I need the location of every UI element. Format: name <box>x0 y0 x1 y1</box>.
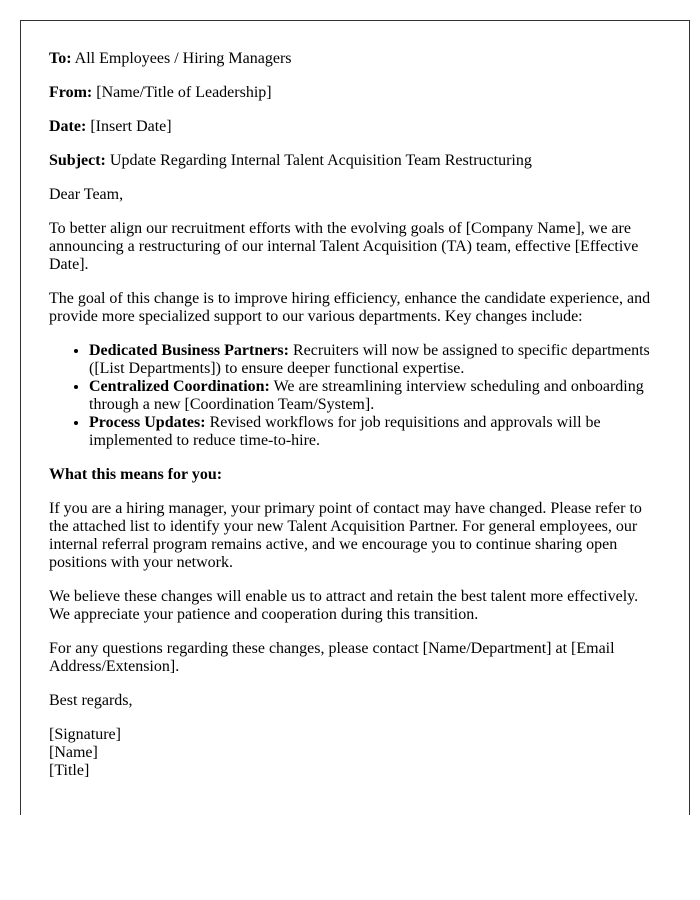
contact-paragraph: For any questions regarding these changes, please contact [Name/Department] at [Email Address/Extension]. <box>49 640 615 675</box>
date-label: Date: <box>49 118 87 135</box>
list-item <box>89 378 660 414</box>
means-for-you-paragraph: If you are a hiring manager, your primary point of contact may have changed. Please refer to the attached list to identify your new Talent Acquisition Partner. For general employees, our internal referral program remains active, and we encourage you to continue sharing open positions with your network. <box>49 500 642 571</box>
letter-document <box>20 20 690 815</box>
belief-paragraph: We believe these changes will enable us to attract and retain the best talent more effectively. We appreciate your patience and cooperation during this transition. <box>49 588 639 623</box>
closing: Best regards, <box>49 692 133 709</box>
to-label: To: <box>49 50 72 67</box>
section-heading <box>49 466 660 484</box>
to-line <box>49 50 660 68</box>
key-changes-list <box>49 342 660 450</box>
change-text: Revised workflows for job requisitions and approvals will be implemented to reduce time-to-hire. <box>89 414 601 449</box>
list-item <box>89 342 660 378</box>
change-text: We are streamlining interview scheduling and onboarding through a new [Coordination Team/System]. <box>89 378 644 413</box>
to-value: All Employees / Hiring Managers <box>74 50 292 67</box>
date-value: [Insert Date] <box>90 118 172 135</box>
signer-name: [Name] <box>49 744 98 761</box>
intro-paragraph: To better align our recruitment efforts with the evolving goals of [Company Name], we are announcing a restructuring of our internal Talent Acquisition (TA) team, effective [Effective Date]. <box>49 220 639 273</box>
goal-paragraph: The goal of this change is to improve hiring efficiency, enhance the candidate experience, and provide more specialized support to our various departments. Key changes include: <box>49 290 651 325</box>
subject-label: Subject: <box>49 152 106 169</box>
signature-block <box>49 726 660 780</box>
signer-title: [Title] <box>49 762 90 779</box>
date-line <box>49 118 660 136</box>
signature: [Signature] <box>49 726 121 743</box>
subject-value: Update Regarding Internal Talent Acquisition Team Restructuring <box>109 152 532 169</box>
subject-line <box>49 152 660 170</box>
from-line <box>49 84 660 102</box>
list-item <box>89 414 660 450</box>
change-title: Process Updates: <box>89 414 206 431</box>
change-text: Recruiters will now be assigned to specific departments ([List Departments]) to ensure deeper functional expertise. <box>89 342 650 377</box>
section-heading-text: What this means for you: <box>49 466 223 483</box>
from-value: [Name/Title of Leadership] <box>96 84 272 101</box>
from-label: From: <box>49 84 93 101</box>
change-title: Dedicated Business Partners: <box>89 342 289 359</box>
change-title: Centralized Coordination: <box>89 378 270 395</box>
greeting: Dear Team, <box>49 186 124 203</box>
